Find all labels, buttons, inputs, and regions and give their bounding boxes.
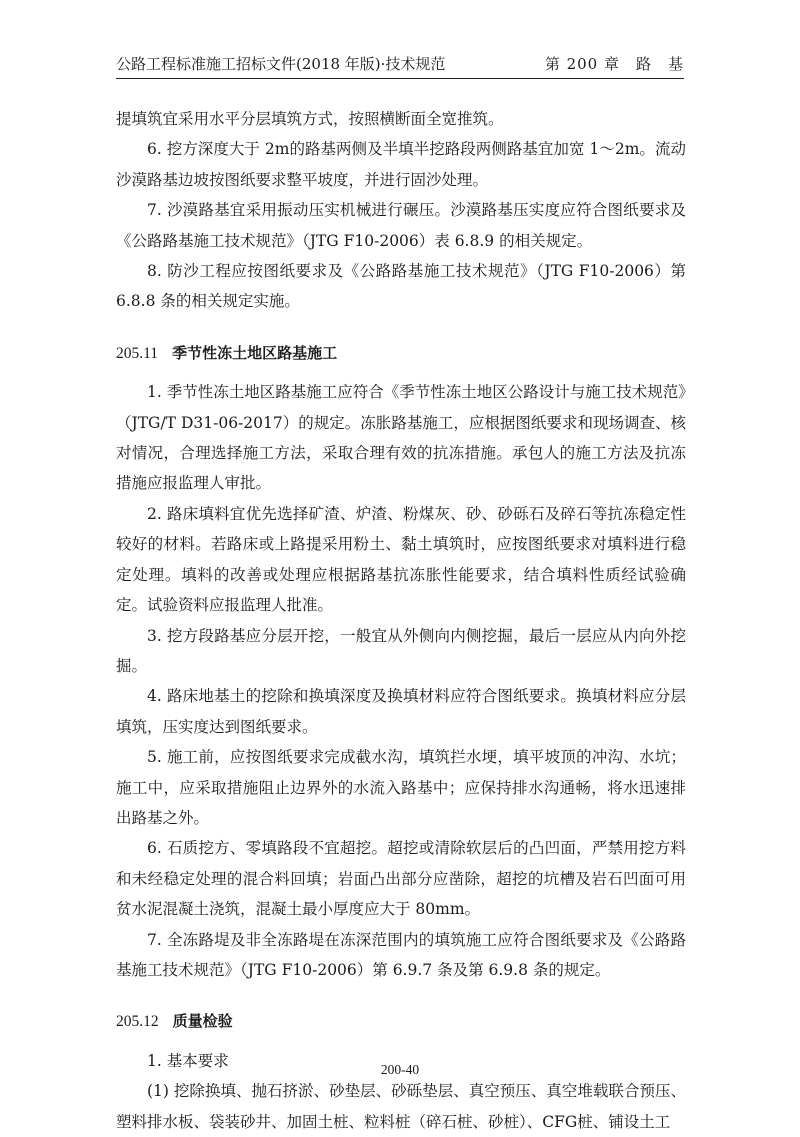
paragraph: 5. 施工前，应按图纸要求完成截水沟，填筑拦水埂，填平坡顶的冲沟、水坑；施工中，应采取措施阻止边界外的水流入路基中；应保持排水沟通畅，将水迅速排出路基之外。 xyxy=(116,748,686,827)
header-document-title: 公路工程标准施工招标文件(2018 年版)·技术规范 xyxy=(116,55,446,73)
section-heading-205-11 xyxy=(116,317,686,377)
section-number: 205.12 xyxy=(116,1013,159,1031)
header-chapter-title: 第 200 章 路 基 xyxy=(544,55,684,73)
paragraph: 2. 路床填料宜优先选择矿渣、炉渣、粉煤灰、砂、砂砾石及碎石等抗冻稳定性较好的材料。若路床或上路提采用粉土、黏土填筑时，应按图纸要求对填料进行稳定处理。填料的改善或处理应根据路基抗冻胀性能要求，结合填料性质经试验确定。试验资料应报监理人批准。 xyxy=(116,504,686,615)
paragraph: 6. 挖方深度大于 2m的路基两侧及半填半挖路段两侧路基宜加宽 1～2m。流动沙漠路基边坡按图纸要求整平坡度，并进行固沙处理。 xyxy=(116,140,686,189)
paragraph: 1. 季节性冻土地区路基施工应符合《季节性冻土地区公路设计与施工技术规范》（JTG/T D31-06-2017）的规定。冻胀路基施工，应根据图纸要求和现场调查、核对情况，合理选择施工方法，采取合理有效的抗冻措施。承包人的施工方法及抗冻措施应报监理人审批。 xyxy=(116,383,686,493)
section-number: 205.11 xyxy=(116,344,159,362)
section-title: 质量检验 xyxy=(172,1012,233,1031)
paragraph: 8. 防沙工程应按图纸要求及《公路路基施工技术规范》（JTG F10-2006）第 6.8.8 条的相关规定实施。 xyxy=(116,262,686,311)
section-title: 季节性冻土地区路基施工 xyxy=(172,343,338,362)
paragraph: 3. 挖方段路基应分层开挖，一般宜从外侧向内侧挖掘，最后一层应从内向外挖掘。 xyxy=(116,626,686,675)
paragraph: 4. 路床地基土的挖除和换填深度及换填材料应符合图纸要求。换填材料应分层填筑，压实度达到图纸要求。 xyxy=(116,687,686,736)
page-number: 200-40 xyxy=(380,1062,420,1077)
page-body xyxy=(116,104,686,1137)
paragraph: 1. 基本要求 xyxy=(147,1051,229,1070)
paragraph: 提填筑宜采用水平分层填筑方式，按照横断面全宽推筑。 xyxy=(116,110,504,128)
paragraph: 7. 全冻路堤及非全冻路堤在冻深范围内的填筑施工应符合图纸要求及《公路路基施工技术规范》（JTG F10-2006）第 6.9.7 条及第 6.9.8 条的规定。 xyxy=(116,930,686,979)
section-heading-205-12 xyxy=(116,985,686,1045)
paragraph: (1) 挖除换填、抛石挤淤、砂垫层、砂砾垫层、真空预压、真空堆载联合预压、塑料排水板、袋装砂井、加固土桩、粒料桩（碎石桩、砂桩）、CFG桩、铺设土工 xyxy=(116,1082,686,1131)
page-header xyxy=(116,50,684,79)
paragraph: 6. 石质挖方、零填路段不宜超挖。超挖或清除软层后的凸凹面，严禁用挖方料和未经稳定处理的混合料回填；岩面凸出部分应凿除，超挖的坑槽及岩石凹面可用贫水泥混凝土浇筑，混凝土最小厚度应大于 80mm。 xyxy=(116,839,686,919)
paragraph: 7. 沙漠路基宜采用振动压实机械进行碾压。沙漠路基压实度应符合图纸要求及《公路路基施工技术规范》（JTG F10-2006）表 6.8.9 的相关规定。 xyxy=(116,201,686,250)
